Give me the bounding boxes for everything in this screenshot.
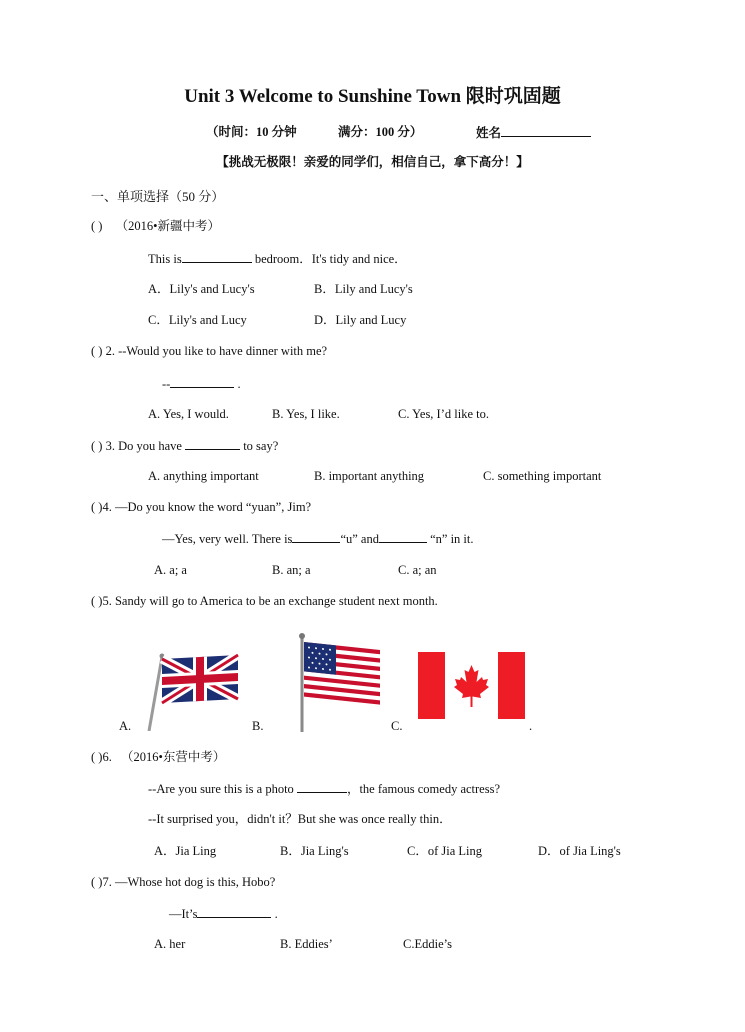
q2-option-b[interactable]: B. Yes, I like. — [272, 407, 340, 421]
q2-reply: -- . — [162, 377, 241, 391]
q1-stem: This is bedroom．It's tidy and nice． — [148, 252, 407, 266]
q7-stem: ( )7. —Whose hot dog is this, Hobo? — [91, 875, 276, 889]
q7-option-c[interactable]: C.Eddie’s — [403, 937, 452, 951]
q6-line1: --Are you sure this is a photo ，the famous comedy actress? — [148, 782, 501, 796]
q7-blank[interactable] — [197, 907, 271, 918]
q4-reply: —Yes, very well. There is “u” and “n” in it. — [162, 532, 474, 546]
name-blank[interactable] — [501, 126, 591, 137]
time-info: （时间：10 分钟 — [206, 125, 297, 139]
q6-option-a[interactable]: A．Jia Ling — [154, 844, 217, 858]
q1-source: （2016•新疆中考） — [115, 219, 220, 233]
q3-option-c[interactable]: C. something important — [483, 469, 602, 483]
uk-flag-image[interactable] — [140, 637, 244, 731]
section-title: 一、单项选择（50 分） — [91, 189, 225, 204]
q2-blank[interactable] — [170, 377, 234, 388]
uk-flag-icon — [140, 637, 244, 731]
q4-blank-2[interactable] — [379, 532, 427, 543]
q4-option-c[interactable]: C. a; an — [398, 563, 437, 577]
q3-blank[interactable] — [185, 439, 240, 450]
q3-stem: ( ) 3. Do you have to say? — [91, 439, 279, 453]
q4-option-b[interactable]: B. an; a — [272, 563, 311, 577]
q6-source: （2016•东营中考） — [120, 750, 226, 764]
usa-flag-image[interactable] — [288, 626, 391, 732]
q5-stem: ( )5. Sandy will go to America to be an exchange student next month. — [91, 594, 438, 608]
q3-option-b[interactable]: B. important anything — [314, 469, 425, 483]
q4-blank-1[interactable] — [292, 532, 340, 543]
q1-option-a[interactable]: A．Lily's and Lucy's — [148, 282, 255, 296]
q4-option-a[interactable]: A. a; a — [154, 563, 187, 577]
q6-header: ( )6. （2016•东营中考） — [91, 750, 226, 764]
q2-stem: ( ) 2. --Would you like to have dinner with me? — [91, 344, 328, 358]
q6-blank[interactable] — [297, 782, 347, 793]
slogan: 【挑战无极限！亲爱的同学们，相信自己，拿下高分！】 — [216, 155, 529, 169]
answer-paren[interactable]: ( ) — [91, 219, 103, 233]
canada-flag-icon — [418, 652, 525, 719]
q5-option-c-label[interactable]: C. — [391, 719, 403, 733]
name-label: 姓名 — [476, 126, 591, 140]
q5-option-a-label[interactable]: A. — [119, 719, 132, 733]
q7-option-a[interactable]: A. her — [154, 937, 186, 951]
q6-option-b[interactable]: B．Jia Ling's — [280, 844, 349, 858]
q6-line2: --It surprised you，didn't it？But she was once really thin． — [148, 812, 452, 826]
q5-option-b-label[interactable]: B. — [252, 719, 264, 733]
q1-blank[interactable] — [182, 252, 252, 263]
q6-option-c[interactable]: C．of Jia Ling — [407, 844, 482, 858]
q2-option-a[interactable]: A. Yes, I would. — [148, 407, 229, 421]
q7-option-b[interactable]: B. Eddies’ — [280, 937, 333, 951]
page-title: Unit 3 Welcome to Sunshine Town 限时巩固题 — [184, 86, 561, 107]
q2-option-c[interactable]: C. Yes, I’d like to. — [398, 407, 489, 421]
q1-header — [91, 220, 220, 233]
canada-flag-image[interactable] — [418, 652, 525, 719]
score-info: 满分：100 分） — [338, 125, 423, 139]
q7-reply: —It’s . — [169, 907, 278, 921]
q3-option-a[interactable]: A. anything important — [148, 469, 259, 483]
usa-flag-icon — [288, 626, 391, 732]
q1-option-d[interactable]: D．Lily and Lucy — [314, 313, 407, 327]
q5-end-dot: . — [529, 719, 533, 733]
q6-option-d[interactable]: D．of Jia Ling's — [538, 844, 621, 858]
q4-stem: ( )4. —Do you know the word “yuan”, Jim? — [91, 500, 312, 514]
q1-option-b[interactable]: B．Lily and Lucy's — [314, 282, 413, 296]
q1-option-c[interactable]: C．Lily's and Lucy — [148, 313, 247, 327]
